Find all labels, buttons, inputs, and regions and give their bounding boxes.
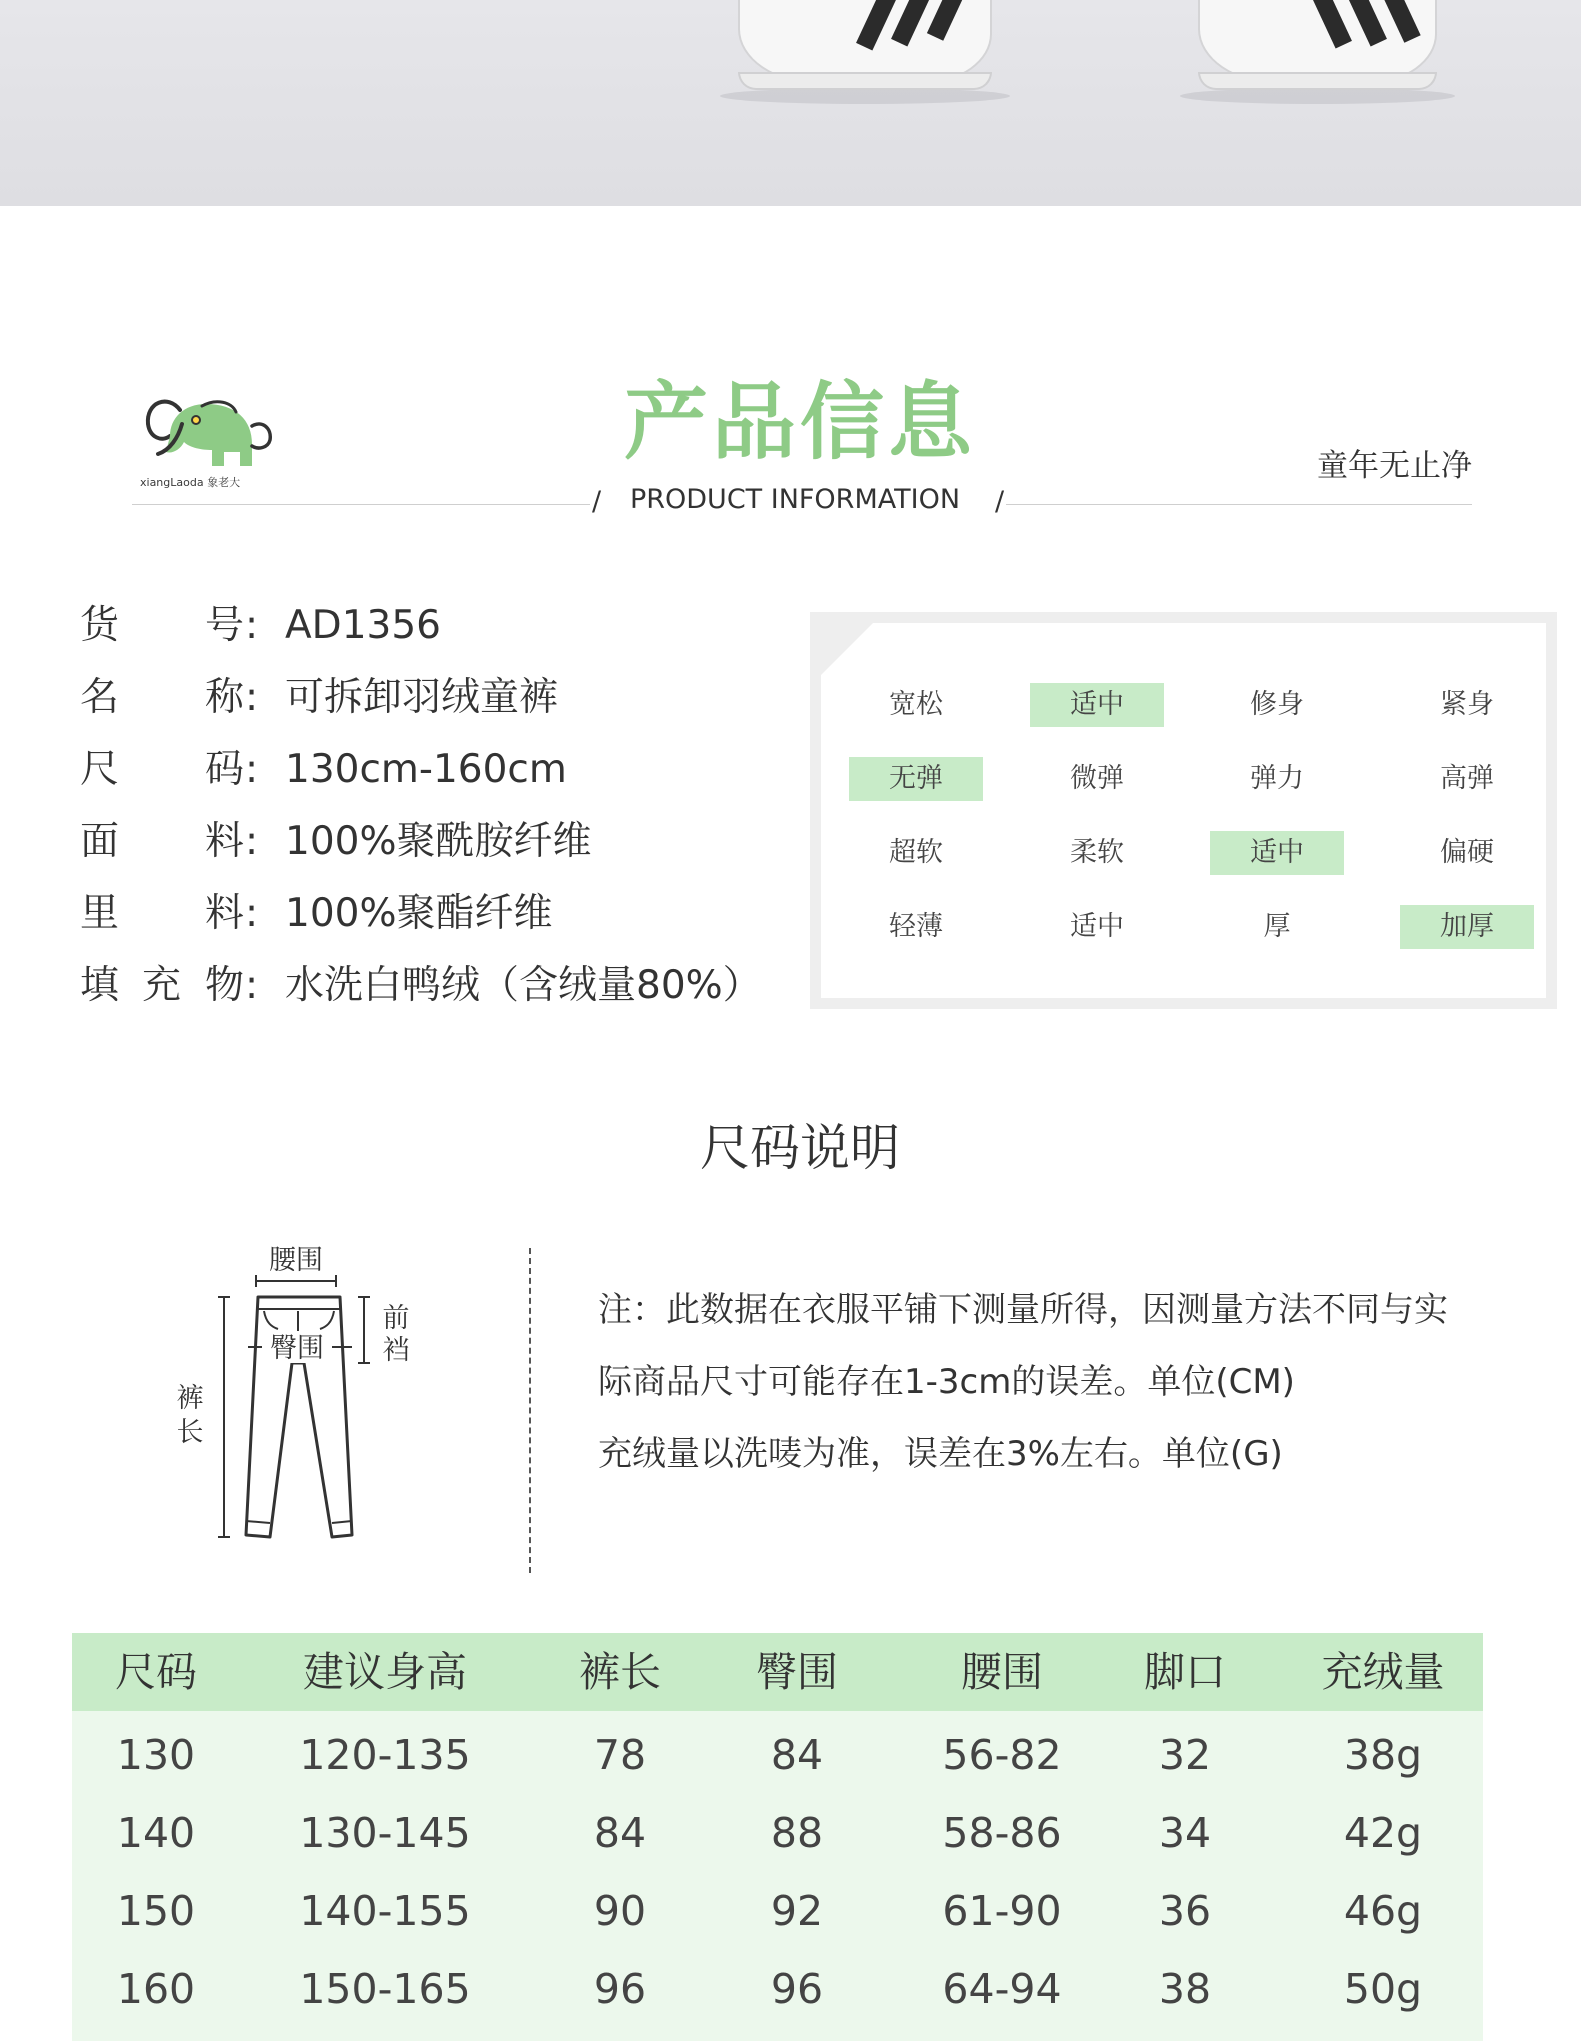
page-subtitle: PRODUCT INFORMATION xyxy=(629,484,961,515)
attribute-option: 高弹 xyxy=(1440,763,1494,794)
waist-label: 腰围 xyxy=(269,1245,323,1276)
spec-value: 可拆卸羽绒童裤 xyxy=(285,675,559,720)
attribute-option: 轻薄 xyxy=(889,911,943,942)
attribute-option: 弹力 xyxy=(1250,763,1304,794)
table-header-cell: 臀围 xyxy=(756,1648,838,1696)
page-title: 产品信息 xyxy=(623,373,976,471)
header-rule-right xyxy=(1006,504,1472,505)
title-slash-right: / xyxy=(995,486,1005,517)
table-cell: 58-86 xyxy=(942,1809,1062,1857)
attribute-option: 加厚 xyxy=(1400,905,1534,949)
table-cell: 90 xyxy=(593,1887,647,1935)
table-cell: 84 xyxy=(593,1809,647,1857)
table-cell: 42g xyxy=(1343,1809,1423,1857)
table-header-cell: 脚口 xyxy=(1144,1648,1226,1696)
table-cell: 32 xyxy=(1158,1731,1212,1779)
table-cell: 120-135 xyxy=(299,1731,471,1779)
table-cell: 78 xyxy=(593,1731,647,1779)
size-section-title: 尺码说明 xyxy=(700,1119,900,1177)
table-header-cell: 建议身高 xyxy=(303,1648,467,1696)
spec-value: 100%聚酯纤维 xyxy=(285,891,553,936)
attribute-option: 适中 xyxy=(1210,831,1344,875)
attribute-option: 超软 xyxy=(889,837,943,868)
measurement-note-2: 际商品尺寸可能存在1-3cm的误差。单位(CM) xyxy=(598,1362,1295,1402)
attribute-option: 柔软 xyxy=(1070,837,1124,868)
table-cell: 92 xyxy=(770,1887,824,1935)
attribute-option: 微弹 xyxy=(1070,763,1124,794)
table-cell: 150-165 xyxy=(299,1965,471,2013)
logo-wordmark: xiangLaoda 象老大 xyxy=(140,476,241,489)
table-header-cell: 腰围 xyxy=(961,1648,1043,1696)
product-photo xyxy=(0,0,1581,206)
table-cell: 140 xyxy=(116,1809,196,1857)
table-cell: 130-145 xyxy=(299,1809,471,1857)
table-cell: 150 xyxy=(116,1887,196,1935)
table-cell: 61-90 xyxy=(942,1887,1062,1935)
table-header-cell: 裤长 xyxy=(579,1648,661,1696)
size-table-body xyxy=(72,1711,1483,2041)
table-cell: 38g xyxy=(1343,1731,1423,1779)
length-label-2: 长 xyxy=(176,1417,204,1448)
table-header-cell: 充绒量 xyxy=(1321,1648,1445,1696)
size-table xyxy=(72,1633,1483,2033)
table-cell: 56-82 xyxy=(942,1731,1062,1779)
pants-measurement-diagram xyxy=(160,1235,440,1555)
attribute-option: 紧身 xyxy=(1440,689,1494,720)
table-cell: 88 xyxy=(770,1809,824,1857)
table-header-cell: 尺码 xyxy=(115,1648,197,1696)
length-label-1: 裤 xyxy=(176,1383,204,1414)
measurement-note-3: 充绒量以洗唛为准，误差在3%左右。单位(G) xyxy=(598,1434,1283,1474)
table-cell: 96 xyxy=(593,1965,647,2013)
dashed-divider xyxy=(529,1248,531,1573)
table-cell: 38 xyxy=(1158,1965,1212,2013)
table-cell: 84 xyxy=(770,1731,824,1779)
attribute-option: 修身 xyxy=(1250,689,1304,720)
measurement-note-1: 注：此数据在衣服平铺下测量所得，因测量方法不同与实 xyxy=(598,1290,1448,1330)
table-cell: 34 xyxy=(1158,1809,1212,1857)
table-cell: 96 xyxy=(770,1965,824,2013)
table-cell: 46g xyxy=(1343,1887,1423,1935)
table-cell: 160 xyxy=(116,1965,196,2013)
table-cell: 36 xyxy=(1158,1887,1212,1935)
table-cell: 140-155 xyxy=(299,1887,471,1935)
size-table-header xyxy=(72,1633,1483,1711)
attribute-panel-corner xyxy=(821,623,873,675)
title-slash-left: / xyxy=(592,486,602,517)
attribute-option: 宽松 xyxy=(889,689,943,720)
attribute-option: 偏硬 xyxy=(1440,837,1494,868)
attribute-option: 适中 xyxy=(1030,683,1164,727)
table-cell: 64-94 xyxy=(942,1965,1062,2013)
brand-slogan: 童年无止净 xyxy=(1317,448,1472,484)
header-rule-left xyxy=(132,504,590,505)
hip-label: 臀围 xyxy=(270,1333,324,1364)
attribute-option: 无弹 xyxy=(849,757,983,801)
table-cell: 50g xyxy=(1343,1965,1423,2013)
attribute-option: 厚 xyxy=(1263,911,1291,942)
spec-value: AD1356 xyxy=(285,603,441,648)
table-cell: 130 xyxy=(116,1731,196,1779)
attribute-panel xyxy=(810,612,1557,1009)
spec-value: 100%聚酰胺纤维 xyxy=(285,819,592,864)
spec-value: 水洗白鸭绒（含绒量80%） xyxy=(285,963,762,1008)
spec-value: 130cm-160cm xyxy=(285,747,567,792)
attribute-option: 适中 xyxy=(1070,911,1124,942)
front-rise-label-1: 前 xyxy=(382,1303,410,1334)
front-rise-label-2: 裆 xyxy=(382,1335,410,1366)
